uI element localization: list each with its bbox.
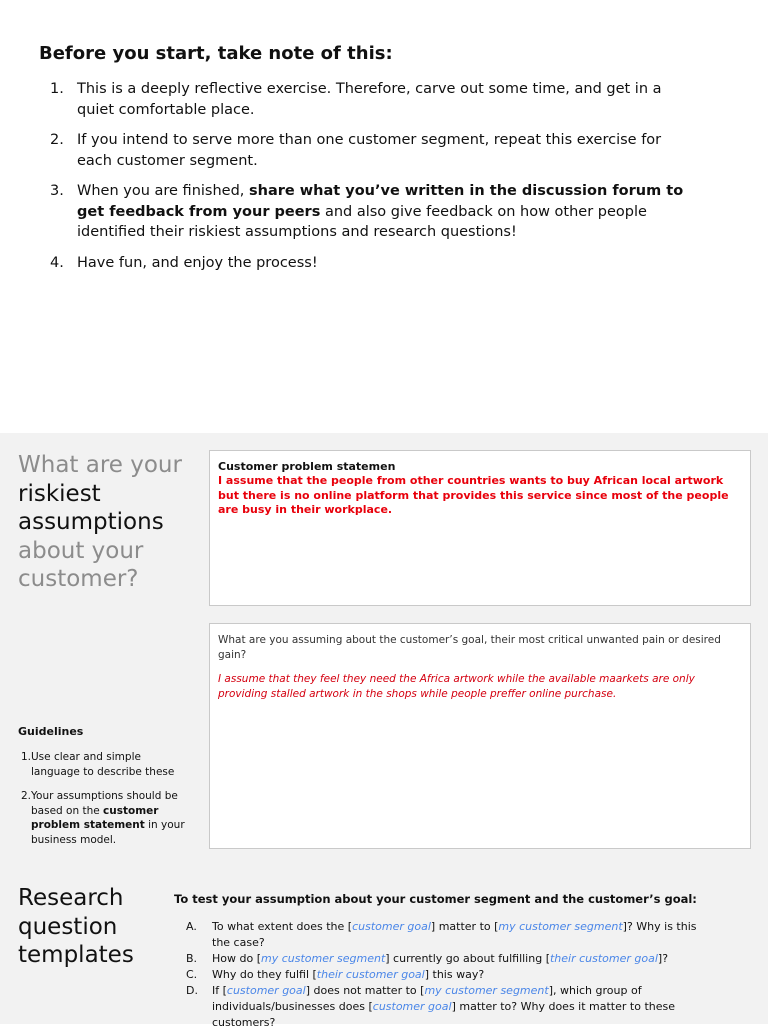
- list-text-pre: When you are finished,: [77, 183, 249, 199]
- list-text: If you intend to serve more than one customer segment, repeat this exercise for each customer segment.: [77, 132, 662, 169]
- list-text: Use clear and simple language to describe these: [31, 751, 175, 778]
- problem-statement-text: I assume that the people from other countries wants to buy African local artwork but there is no online platform that provides this service since most of the people are busy in their workplace.: [218, 474, 729, 516]
- customer-goal-answer: I assume that they feel they need the Africa artwork while the available maarkets are only providing stalled artwork in the shops while people preffer online purchase.: [218, 673, 695, 700]
- list-item: [50, 253, 690, 274]
- placeholder: my customer segment: [261, 952, 386, 965]
- guidelines-title: Guidelines: [18, 725, 84, 738]
- list-text-pre: Your assumptions should be based on the: [31, 790, 178, 817]
- placeholder: their customer goal: [316, 968, 425, 981]
- placeholder: my customer segment: [498, 920, 623, 933]
- template-text: If [: [212, 984, 227, 997]
- problem-statement-box[interactable]: [209, 450, 751, 606]
- list-number: 4.: [50, 254, 64, 271]
- list-text-bold: customer problem statement: [31, 804, 159, 831]
- template-text: ] matter to [: [430, 920, 499, 933]
- research-template-list: [186, 919, 716, 1031]
- template-text: ] matter to? Why does it matter to these customers?: [212, 1000, 675, 1029]
- list-number: 1.: [21, 751, 32, 763]
- list-item: [50, 130, 690, 171]
- list-letter: D.: [186, 984, 198, 997]
- title-part: riskiest: [18, 480, 101, 507]
- intro-list: [50, 79, 690, 283]
- intro-section: [0, 0, 768, 433]
- template-text: ] this way?: [424, 968, 485, 981]
- list-number: 2.: [21, 790, 32, 802]
- placeholder: customer goal: [352, 920, 431, 933]
- list-text-bold: share what you’ve written in the discussion forum to get feedback from your peers: [77, 183, 684, 220]
- list-text-post: in your business model.: [31, 819, 185, 846]
- template-text: ] does not matter to [: [305, 984, 425, 997]
- list-number: 2.: [50, 132, 64, 148]
- template-text: To what extent does the [: [212, 920, 353, 933]
- list-item: [50, 181, 690, 243]
- customer-goal-box[interactable]: [209, 623, 751, 849]
- placeholder: my customer segment: [424, 984, 549, 997]
- list-item: [186, 919, 716, 951]
- list-letter: A.: [186, 920, 197, 933]
- template-text: ]?: [657, 952, 669, 965]
- template-text: Why do they fulfil [: [212, 968, 317, 981]
- list-item: [186, 967, 716, 983]
- research-subtitle: To test your assumption about your customer segment and the customer’s goal:: [174, 892, 697, 906]
- list-text: Have fun, and enjoy the process!: [77, 254, 318, 271]
- list-item: [186, 951, 716, 967]
- list-text: This is a deeply reflective exercise. Therefore, carve out some time, and get in a quiet comfortable place.: [77, 81, 662, 118]
- title-part: What are your: [18, 452, 182, 478]
- list-letter: B.: [186, 952, 198, 965]
- list-number: 3.: [50, 183, 64, 199]
- guidelines-list: [21, 750, 191, 857]
- template-text: ]? Why is this the case?: [212, 920, 697, 949]
- list-number: 1.: [50, 81, 64, 97]
- list-letter: C.: [186, 968, 198, 981]
- placeholder: their customer goal: [549, 952, 658, 965]
- research-title: Research question templates: [18, 885, 134, 968]
- list-item: [21, 789, 191, 847]
- customer-goal-question: What are you assuming about the customer’s goal, their most critical unwanted pain or desired gain?: [218, 634, 721, 661]
- placeholder: customer goal: [226, 984, 306, 997]
- intro-heading: Before you start, take note of this:: [39, 43, 393, 64]
- problem-statement-title: Customer problem statemen: [218, 460, 396, 473]
- template-text: ], which group of individuals/businesses does [: [212, 984, 642, 1013]
- list-text-post: and also give feedback on how other people identified their riskiest assumptions and research questions!: [77, 203, 647, 240]
- assumptions-title: [18, 451, 203, 594]
- template-text: How do [: [212, 952, 261, 965]
- list-item: [21, 750, 191, 779]
- title-part: assumptions: [18, 509, 164, 535]
- title-part: about your: [18, 537, 144, 564]
- list-item: [50, 79, 690, 120]
- template-text: ] currently go about fulfilling [: [385, 952, 550, 965]
- title-part: customer?: [18, 566, 139, 592]
- placeholder: customer goal: [372, 1000, 452, 1013]
